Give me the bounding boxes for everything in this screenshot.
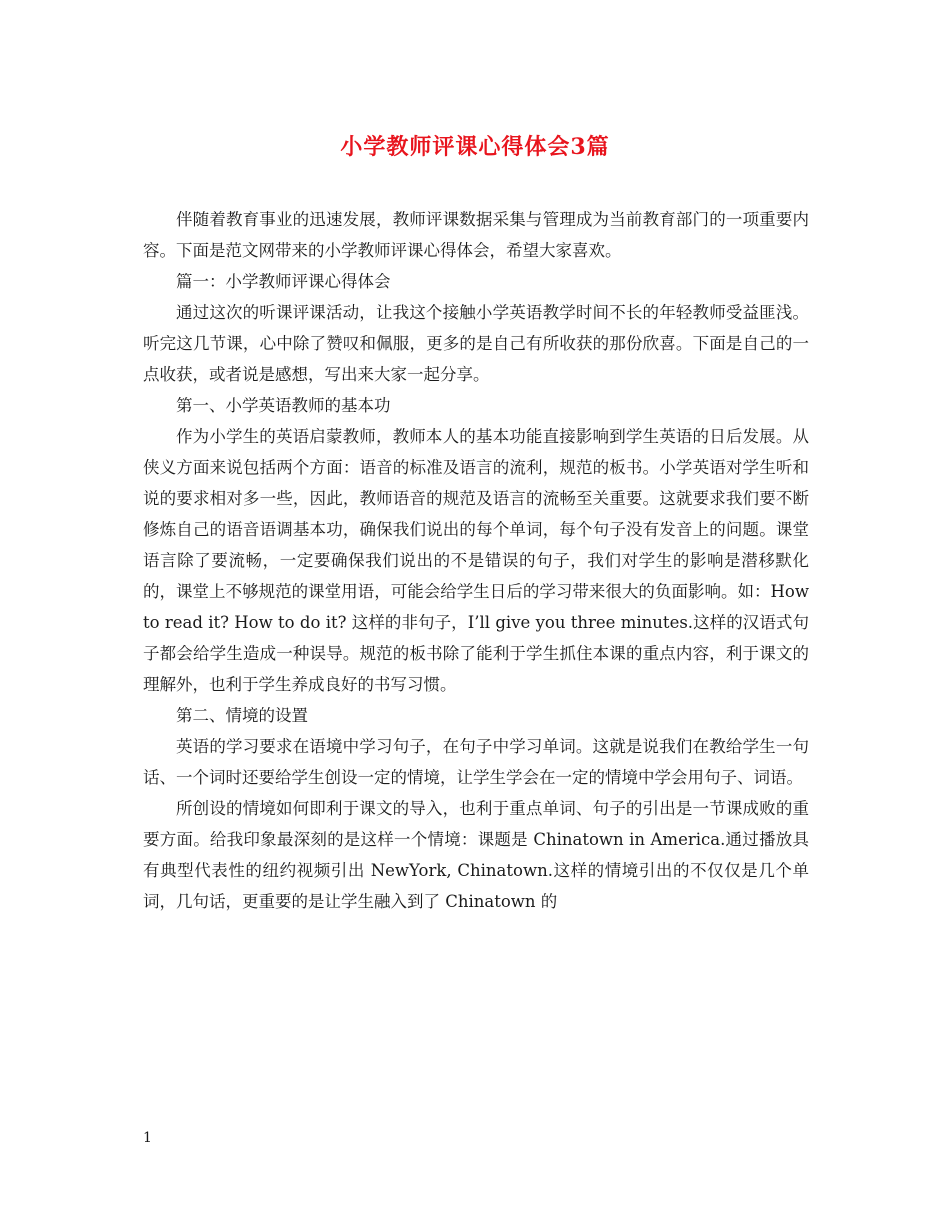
paragraph-intro: 伴随着教育事业的迅速发展，教师评课数据采集与管理成为当前教育部门的一项重要内容。下面是范文网带来的小学教师评课心得体会，希望大家喜欢。 [143, 210, 809, 260]
paragraph: 所创设的情境如何即利于课文的导入，也利于重点单词、句子的引出是一节课成败的重要方面。给我印象最深刻的是这样一个情境：课题是 Chinatown in America.通过播放具有典型代表性的纽约视频引出 NewYork, Chinatown.这样的情境引出的不仅仅是几个单词，几句话，更重要的是让学生融入到了 Chinatown 的 [143, 799, 809, 911]
section-heading-second: 第二、情境的设置 [176, 706, 308, 725]
paragraph: 英语的学习要求在语境中学习句子，在句子中学习单词。这就是说我们在教给学生一句话、一个词时还要给学生创设一定的情境，让学生学会在一定的情境中学会用句子、词语。 [143, 737, 809, 787]
document-title: 小学教师评课心得体会3篇 [340, 134, 610, 160]
paragraph: 通过这次的听课评课活动，让我这个接触小学英语教学时间不长的年轻教师受益匪浅。听完这几节课，心中除了赞叹和佩服，更多的是自己有所收获的那份欣喜。下面是自己的一点收获，或者说是感想，写出来大家一起分享。 [143, 303, 809, 384]
page-number: 1 [143, 1130, 152, 1146]
section-heading-part-one: 篇一：小学教师评课心得体会 [176, 272, 391, 291]
section-heading-first: 第一、小学英语教师的基本功 [176, 396, 391, 415]
document-body [143, 204, 809, 917]
paragraph: 作为小学生的英语启蒙教师，教师本人的基本功能直接影响到学生英语的日后发展。从侠义方面来说包括两个方面：语音的标准及语言的流利，规范的板书。小学英语对学生听和说的要求相对多一些，因此，教师语音的规范及语言的流畅至关重要。这就要求我们要不断修炼自己的语音语调基本功，确保我们说出的每个单词，每个句子没有发音上的问题。课堂语言除了要流畅，一定要确保我们说出的不是错误的句子，我们对学生的影响是潜移默化的，课堂上不够规范的课堂用语，可能会给学生日后的学习带来很大的负面影响。如：How to read it? How to do it? 这样的非句子，I’ll give you three minutes.这样的汉语式句子都会给学生造成一种误导。规范的板书除了能利于学生抓住本课的重点内容，利于课文的理解外，也利于学生养成良好的书写习惯。 [143, 427, 809, 694]
